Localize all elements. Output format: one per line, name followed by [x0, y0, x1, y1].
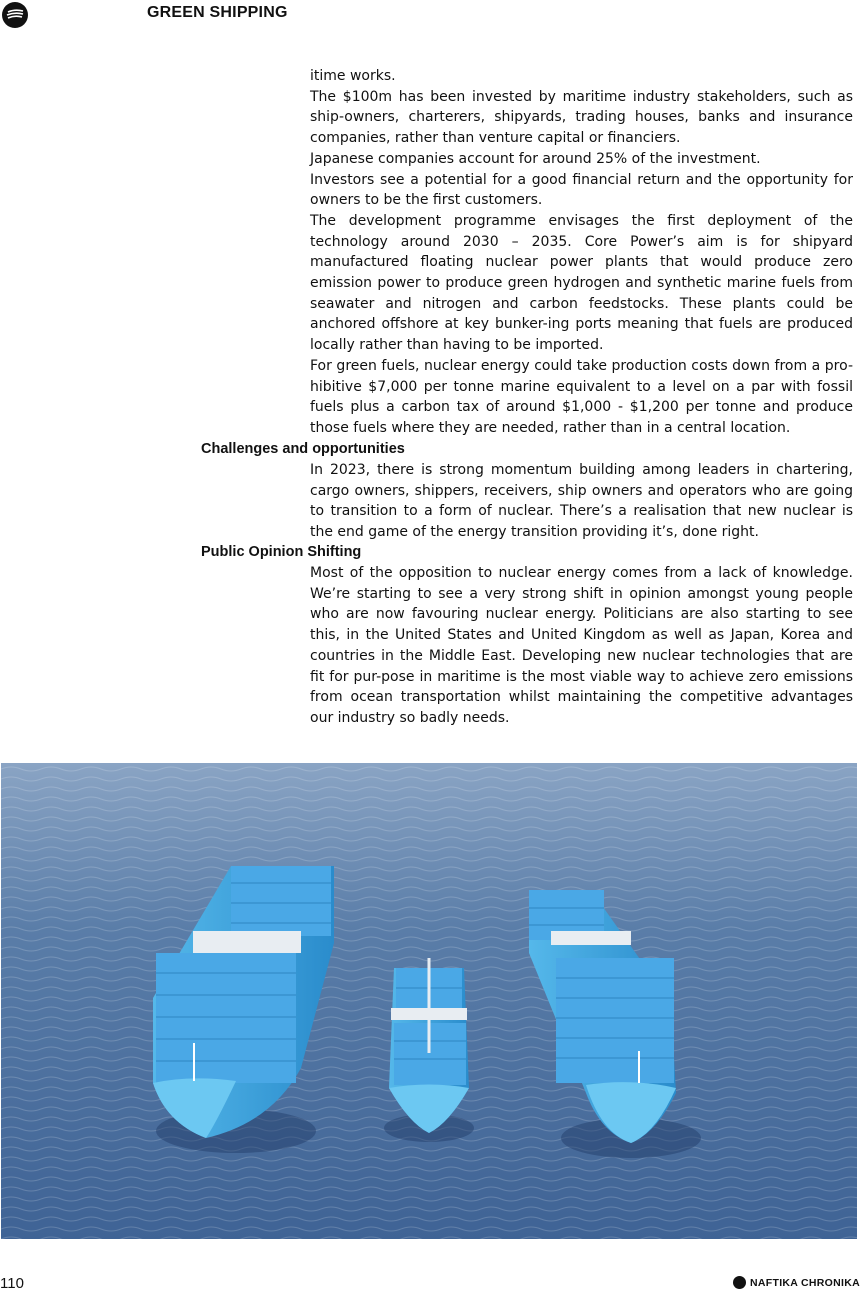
page-number: 110 [0, 1275, 24, 1292]
footer-brand [733, 1276, 860, 1289]
article-block-1 [310, 66, 853, 439]
paragraph: Most of the opposition to nuclear energy comes from a lack of knowledge. We’re starting to see a very strong shift in opinion amongst young people who are now favouring nuclear energy. Politicians are also starting to see this, in the United States and United Kingdom as well as Japan, Korea and countries in the Middle East. Developing new nuclear technologies that are fit for pur-pose in maritime is the most viable way to achieve zero emissions from ocean transportation whilst maintaining the competitive advantages our industry so badly needs. [310, 565, 853, 726]
paragraph: The development programme envisages the first deployment of the technology around 2030 – 2035. Core Power’s aim is for shipyard manufactured floating nuclear power plants that would produce zero emission power to produce green hydrogen and synthetic marine fuels from seawater and nitrogen and carbon feedstocks. These plants could be anchored offshore at key bunker-ing ports meaning that fuels are produced locally rather than having to be imported. [310, 212, 853, 354]
section-title: GREEN SHIPPING [147, 4, 288, 21]
paragraph: itime works. [310, 68, 396, 84]
ships-image [1, 763, 857, 1239]
article-block-2 [310, 460, 853, 543]
subheading-public-opinion: Public Opinion Shifting [201, 544, 362, 560]
swoosh-logo-icon [733, 1276, 746, 1289]
brand-name: NAFTIKA CHRONIKA [750, 1276, 860, 1289]
paragraph: The $100m has been invested by maritime industry stakeholders, such as ship-owners, charterers, shipyards, trading houses, banks and insurance companies, rather than venture capital or financiers. [310, 88, 853, 147]
article-block-3 [310, 563, 853, 729]
subheading-challenges: Challenges and opportunities [201, 441, 405, 457]
swoosh-logo-icon [2, 2, 28, 28]
paragraph: For green fuels, nuclear energy could take production costs down from a pro-hibitive $7,000 per tonne marine equivalent to a level on a par with fossil fuels plus a carbon tax of around $1,000 - $1,200 per tonne and produce those fuels where they are needed, rather than in a central location. [310, 357, 853, 436]
paragraph: Investors see a potential for a good financial return and the opportunity for owners to be the first customers. [310, 171, 853, 209]
paragraph: In 2023, there is strong momentum building among leaders in chartering, cargo owners, shippers, receivers, ship owners and operators who are going to transition to a form of nuclear. There’s a realisation that new nuclear is the end game of the energy transition providing it’s, done right. [310, 462, 853, 541]
paragraph: Japanese companies account for around 25% of the investment. [310, 150, 761, 167]
